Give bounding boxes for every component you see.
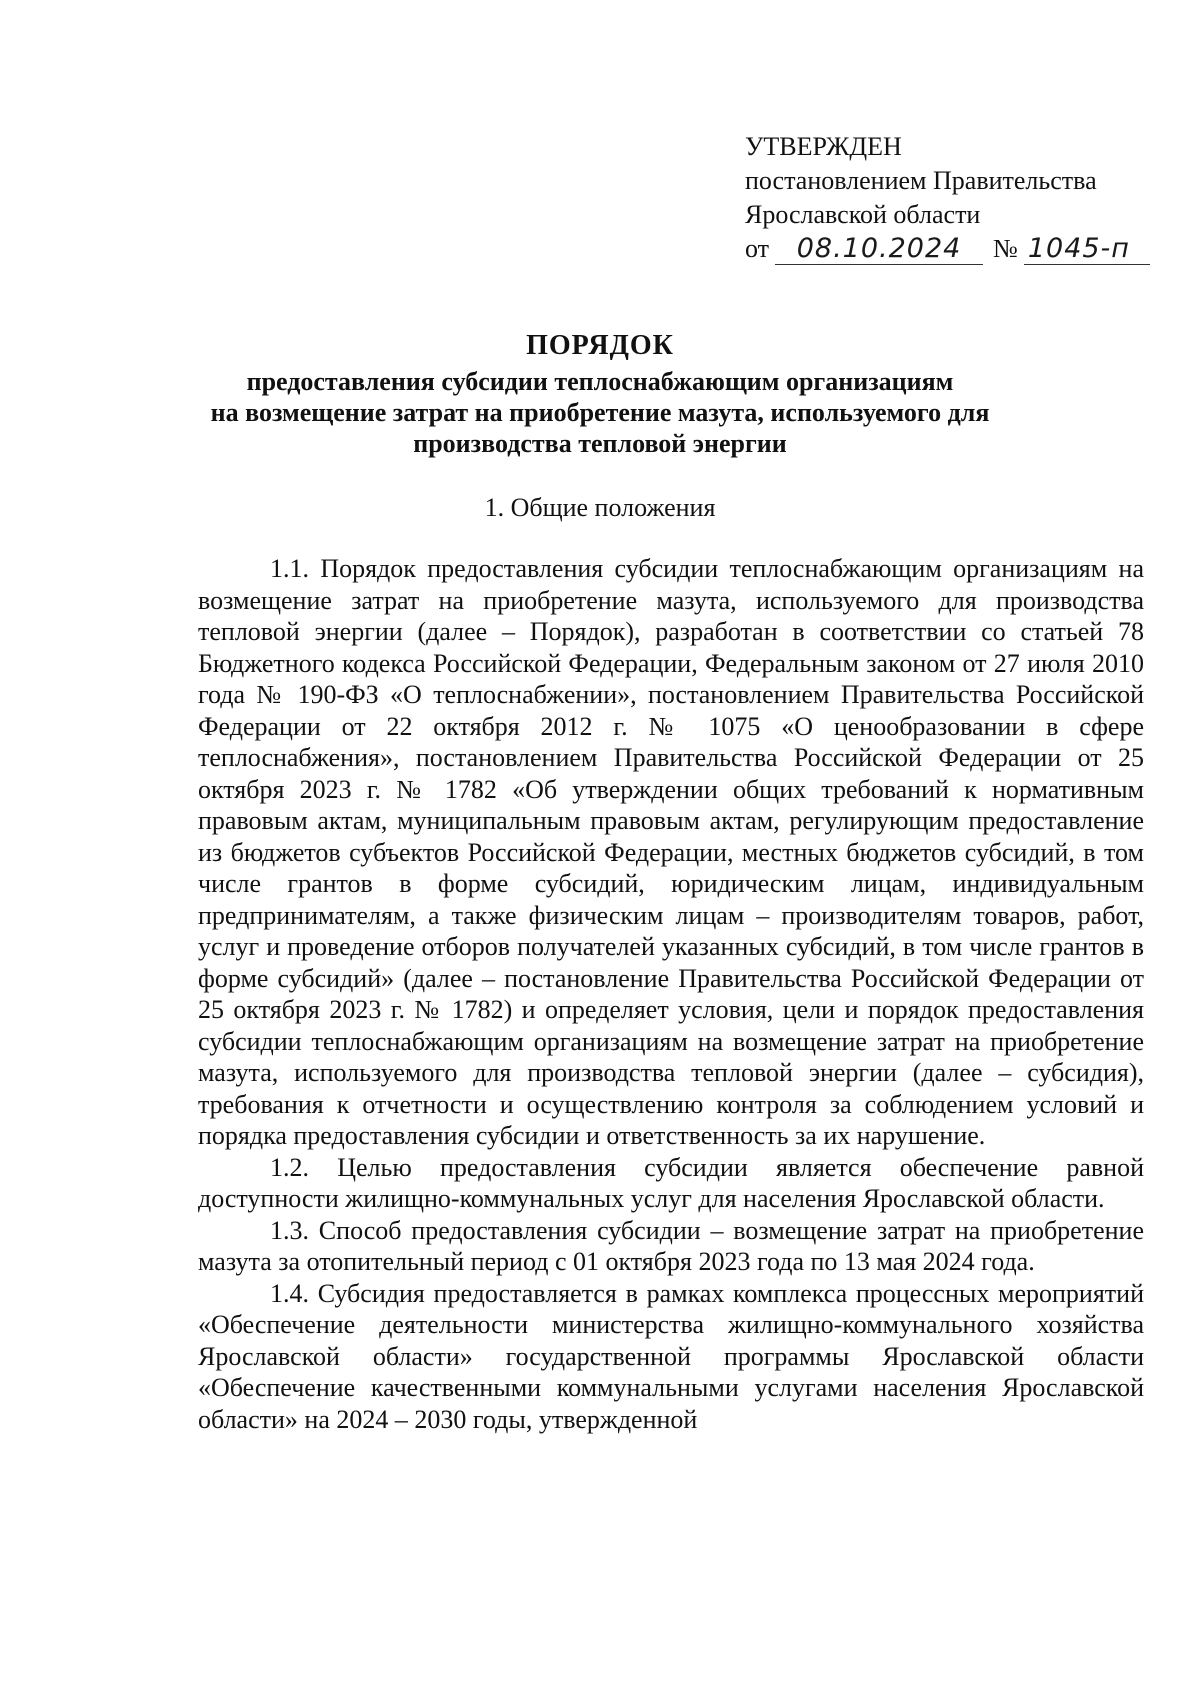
- document-body: [198, 553, 1144, 1435]
- approved-label: УТВЕРЖДЕН: [745, 132, 902, 161]
- document-subtitle: [150, 366, 1050, 459]
- from-label: от: [745, 234, 770, 263]
- approval-stamp-block: [745, 130, 1165, 266]
- section-heading: 1. Общие положения: [484, 493, 716, 522]
- handwritten-number: 1045-п: [1024, 234, 1150, 265]
- approval-line-1: постановлением Правительства: [745, 166, 1097, 195]
- paragraph-1-4: 1.4. Субсидия предоставляется в рамках комплекса процессных мероприятий «Обеспечение деятельности министерства жилищно-коммунального хозяйства Ярославской области» государственной программы Ярославской области «Обеспечение качественными коммунальными услугами населения Ярославской области» на 2024 – 2030 годы, утвержденной: [198, 1278, 1144, 1434]
- number-label: №: [993, 234, 1018, 263]
- approval-line-2: Ярославской области: [745, 200, 981, 229]
- subtitle-line-3: производства тепловой энергии: [413, 429, 787, 458]
- subtitle-line-2: на возмещение затрат на приобретение мазута, используемого для: [210, 398, 990, 427]
- handwritten-date: 08.10.2024: [775, 234, 983, 265]
- document-title: ПОРЯДОК: [526, 330, 674, 361]
- paragraph-1-1: 1.1. Порядок предоставления субсидии теплоснабжающим организациям на возмещение затрат на приобретение мазута, используемого для производства тепловой энергии (далее – Порядок), разработан в соответствии со статьей 78 Бюджетного кодекса Российской Федерации, Федеральным законом от 27 июля 2010 года № 190-ФЗ «О теплоснабжении», постановлением Правительства Российской Федерации от 22 октября 2012 г. № 1075 «О ценообразовании в сфере теплоснабжения», постановлением Правительства Российской Федерации от 25 октября 2023 г. № 1782 «Об утверждении общих требований к нормативным правовым актам, муниципальным правовым актам, регулирующим предоставление из бюджетов субъектов Российской Федерации, местных бюджетов субсидий, в том числе грантов в форме субсидий, юридическим лицам, индивидуальным предпринимателям, а также физическим лицам – производителям товаров, работ, услуг и проведение отборов получателей указанных субсидий, в том числе грантов в форме субсидий» (далее – постановление Правительства Российской Федерации от 25 октября 2023 г. № 1782) и определяет условия, цели и порядок предоставления субсидии теплоснабжающим организациям на возмещение затрат на приобретение мазута, используемого для производства тепловой энергии (далее – субсидия), требования к отчетности и осуществлению контроля за соблюдением условий и порядка предоставления субсидии и ответственность за их нарушение.: [198, 554, 1144, 1150]
- subtitle-line-1: предоставления субсидии теплоснабжающим организациям: [246, 367, 954, 396]
- approval-date-line: [745, 232, 1165, 266]
- paragraph-1-2: 1.2. Целью предоставления субсидии является обеспечение равной доступности жилищно-коммунальных услуг для населения Ярославской области.: [198, 1152, 1144, 1213]
- paragraph-1-3: 1.3. Способ предоставления субсидии – возмещение затрат на приобретение мазута за отопительный период с 01 октября 2023 года по 13 мая 2024 года.: [198, 1215, 1144, 1276]
